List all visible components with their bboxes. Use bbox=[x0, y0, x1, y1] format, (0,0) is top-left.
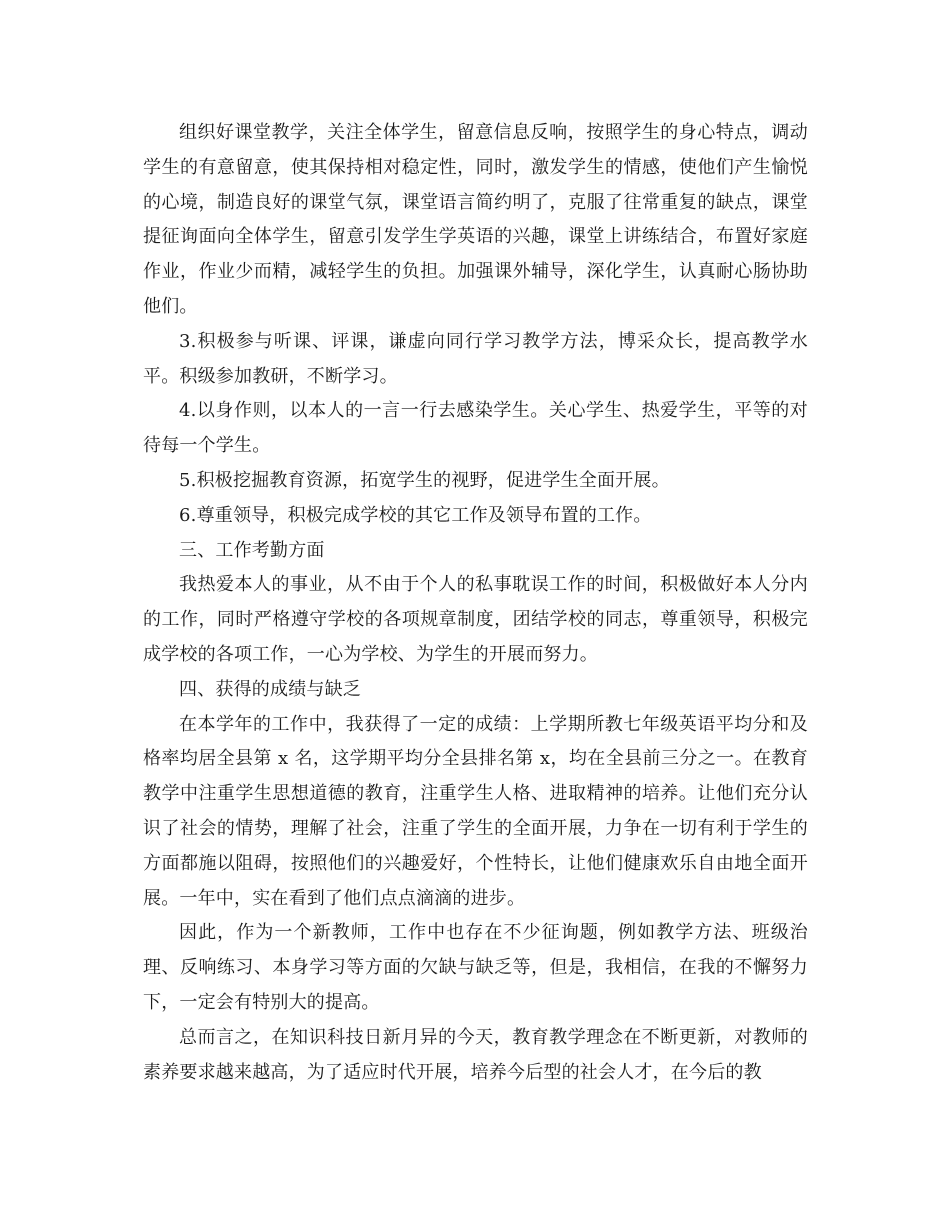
paragraph-item-5: 5.积极挖掘教育资源，拓宽学生的视野，促进学生全面开展。 bbox=[179, 469, 670, 491]
paragraph-shortcomings: 因此，作为一个新教师，工作中也存在不少征询题，例如教学方法、班级治理、反响练习、本身学习等方面的欠缺与缺乏等，但是，我相信，在我的不懈努力下，一定会有特别大的提高。 bbox=[143, 922, 808, 1013]
section-heading-attendance: 三、工作考勤方面 bbox=[179, 539, 325, 561]
section-heading-achievements: 四、获得的成绩与缺乏 bbox=[179, 678, 361, 700]
paragraph-attendance: 我热爱本人的事业，从不由于个人的私事耽误工作的时间，积极做好本人分内的工作，同时严格遵守学校的各项规章制度，团结学校的同志，尊重领导，积极完成学校的各项工作，一心为学校、为学生的开展而努力。 bbox=[143, 574, 808, 665]
paragraph-achievements: 在本学年的工作中，我获得了一定的成绩：上学期所教七年级英语平均分和及格率均居全县第 x 名，这学期平均分全县排名第 x，均在全县前三分之一。在教育教学中注重学生思想道德的教育，注重学生人格、进取精神的培养。让他们充分认识了社会的情势，理解了社会，注重了学生的全面开展，力争在一切有利于学生的方面都施以阻碍，按照他们的兴趣爱好，个性特长，让他们健康欢乐自由地全面开展。一年中，实在看到了他们点点滴滴的进步。 bbox=[143, 713, 808, 909]
paragraph-item-3: 3.积极参与听课、评课，谦虚向同行学习教学方法，博采众长，提高教学水平。积级参加教研，不断学习。 bbox=[143, 330, 808, 387]
paragraph-item-4: 4.以身作则，以本人的一言一行去感染学生。关心学生、热爱学生，平等的对待每一个学生。 bbox=[143, 400, 808, 457]
paragraph-classroom-teaching: 组织好课堂教学，关注全体学生，留意信息反响，按照学生的身心特点，调动学生的有意留意，使其保持相对稳定性，同时，激发学生的情感，使他们产生愉悦的心境，制造良好的课堂气氛，课堂语言简约明了，克服了往常重复的缺点，课堂提征询面向全体学生，留意引发学生学英语的兴趣，课堂上讲练结合，布置好家庭作业，作业少而精，减轻学生的负担。加强课外辅导，深化学生，认真耐心肠协助他们。 bbox=[143, 122, 808, 317]
paragraph-conclusion: 总而言之，在知识科技日新月异的今天，教育教学理念在不断更新，对教师的素养要求越来越高，为了适应时代开展，培养今后型的社会人才，在今后的教 bbox=[143, 1026, 808, 1083]
document-page bbox=[143, 116, 808, 1090]
paragraph-item-6: 6.尊重领导，积极完成学校的其它工作及领导布置的工作。 bbox=[179, 504, 652, 526]
